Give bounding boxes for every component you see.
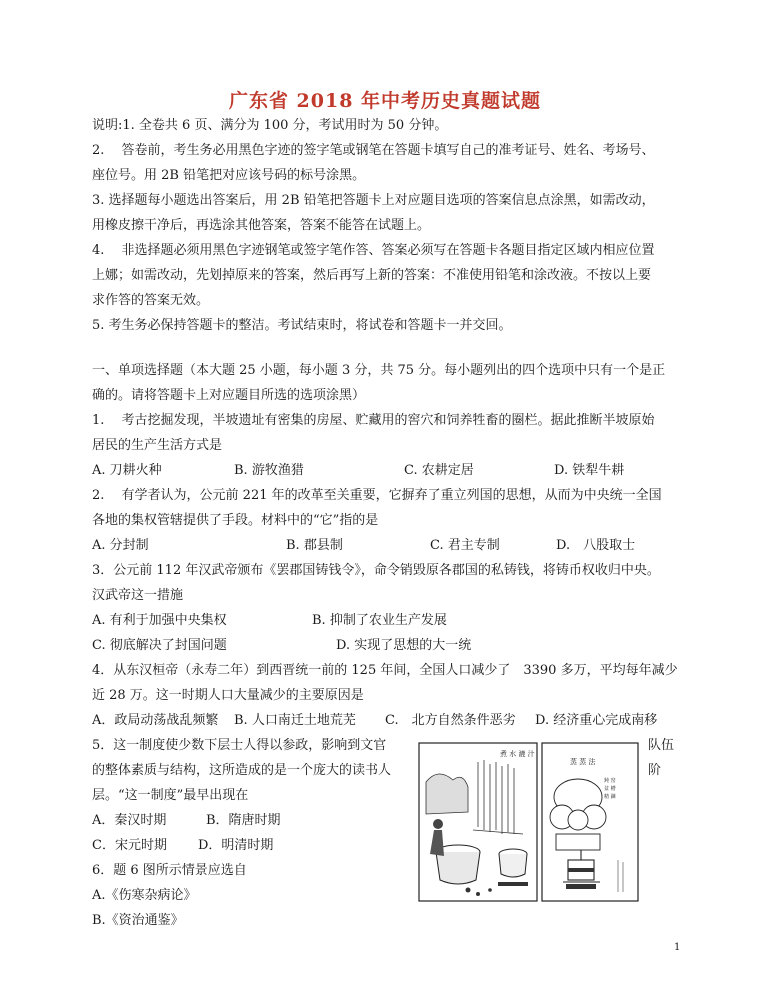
option-a: A. 分封制 bbox=[92, 538, 149, 553]
option-d: D．明清时期 bbox=[198, 838, 274, 853]
instruction-line: 座位号。用 2B 铅笔把对应该号码的标号涂黑。 bbox=[92, 168, 366, 183]
option-c: C. 彻底解决了封国问题 bbox=[92, 638, 227, 653]
instruction-line: 说明:1. 全卷共 6 页、满分为 100 分，考试用时为 50 分钟。 bbox=[92, 118, 448, 133]
option-b: B.《资治通鉴》 bbox=[92, 913, 184, 928]
small-label: 盆 槽 bbox=[604, 786, 616, 792]
option-d: D. 八股取士 bbox=[556, 538, 636, 553]
instruction-line: 上娜；如需改动，先划掉原来的答案，然后再写上新的答案：不准使用铅笔和涂改液。不按以上要 bbox=[92, 268, 652, 283]
instruction-line: 4. 非选择题必须用黑色字迹钢笔或签字笔作答、答案必须写在答题卡各题目指定区域内相应位置 bbox=[92, 243, 655, 258]
question-stem: 2. 有学者认为，公元前 221 年的改革至关重要，它摒弃了重立列国的思想，从而为中央统一全国 bbox=[92, 488, 662, 503]
question-stem: 层。“这一制度”最早出现在 bbox=[92, 788, 249, 803]
question-stem: 居民的生产生活方式是 bbox=[92, 438, 223, 453]
option-a: A. 刀耕火种 bbox=[92, 463, 162, 478]
question-stem: 5．这一制度使少数下层士人得以参政，影响到文官 bbox=[92, 738, 387, 753]
question-stem: 各地的集权管辖提供了手段。材料中的“它”指的是 bbox=[92, 513, 379, 528]
page-title: 广东省 2018 年中考历史真题试题 bbox=[228, 90, 542, 112]
section-header: 一、单项选择题（本大题 25 小题，每小题 3 分，共 75 分。每小题列出的四个选项中只有一个是正 bbox=[92, 363, 666, 378]
option-d: D. 铁犁牛耕 bbox=[554, 463, 625, 478]
question-stem: 近 28 万。这一时期人口大量减少的主要原因是 bbox=[92, 688, 364, 703]
option-a: A. 有利于加强中央集权 bbox=[92, 613, 227, 628]
question-stem: 的整体素质与结构，这所造成的是一个庞大的读书人 bbox=[92, 763, 392, 778]
question-stem: 6．题 6 图所示情景应选自 bbox=[92, 863, 247, 878]
instruction-line: 5. 考生务必保持答题卡的整洁。考试结束时，将试卷和答题卡一并交回。 bbox=[92, 318, 512, 333]
option-c: C. 北方自然条件恶劣 bbox=[385, 713, 516, 728]
question-stem: 4．从东汉桓帝（永寿二年）到西晋统一前的 125 年间，全国人口减少了 3390 多万，平均每年减少 bbox=[92, 663, 678, 678]
option-a: A.《伤寒杂病论》 bbox=[92, 888, 197, 903]
question-stem-continuation: 阶 bbox=[648, 763, 662, 778]
left-panel-caption: 煮 水 漉 汁 bbox=[500, 750, 535, 758]
page-number: 1 bbox=[674, 942, 681, 953]
instruction-line: 2. 答卷前，考生务必用黑色字迹的签字笔或钢笔在答题卡填写自己的准考证号、姓名、考场号、 bbox=[92, 143, 655, 158]
instruction-line: 求作答的答案无效。 bbox=[92, 293, 210, 308]
instruction-line: 用橡皮擦干净后，再选涂其他答案，答案不能答在试题上。 bbox=[92, 218, 431, 233]
section-header: 确的。请将答题卡上对应题目所选的选项涂黑） bbox=[92, 388, 366, 403]
option-c: C. 君主专制 bbox=[430, 538, 500, 553]
option-a: A．政局动荡战乱频繁 bbox=[92, 713, 219, 728]
option-d: D. 经济重心完成南移 bbox=[535, 713, 658, 728]
option-b: B. 抑制了农业生产发展 bbox=[312, 613, 447, 628]
small-label: 精 鍊 bbox=[604, 794, 616, 800]
option-a: A．秦汉时期 bbox=[92, 813, 167, 828]
question-stem: 3．公元前 112 年汉武帝颁布《罢郡国铸钱令》，命令销毁原各郡国的私铸钱，将铸币权收归中央。 bbox=[92, 563, 660, 578]
option-c: C. 农耕定居 bbox=[404, 463, 474, 478]
option-b: B. 人口南迁土地荒芜 bbox=[234, 713, 356, 728]
option-b: B. 郡县制 bbox=[286, 538, 343, 553]
question-stem-continuation: 队伍 bbox=[648, 738, 675, 753]
instruction-line: 3. 选择题每小题选出答案后，用 2B 铅笔把答题卡上对应题目选项的答案信息点涂黑，如需改动， bbox=[92, 193, 655, 208]
option-b: B．隋唐时期 bbox=[206, 813, 281, 828]
question-stem: 汉武帝这一措施 bbox=[92, 588, 184, 603]
option-c: C．宋元时期 bbox=[92, 838, 167, 853]
figure-6-illustration bbox=[418, 742, 640, 902]
question-stem: 1. 考古挖掘发现，半坡遗址有密集的房屋、贮藏用的窖穴和饲养牲畜的圈栏。据此推断半坡原始 bbox=[92, 413, 655, 428]
option-b: B. 游牧渔猎 bbox=[234, 463, 304, 478]
small-label: 鈍 窑 bbox=[604, 778, 616, 784]
right-panel-caption: 蒸 蒸 法 bbox=[570, 758, 596, 766]
option-d: D. 实现了思想的大一统 bbox=[336, 638, 472, 653]
woodblock-illustration-image bbox=[418, 742, 640, 902]
